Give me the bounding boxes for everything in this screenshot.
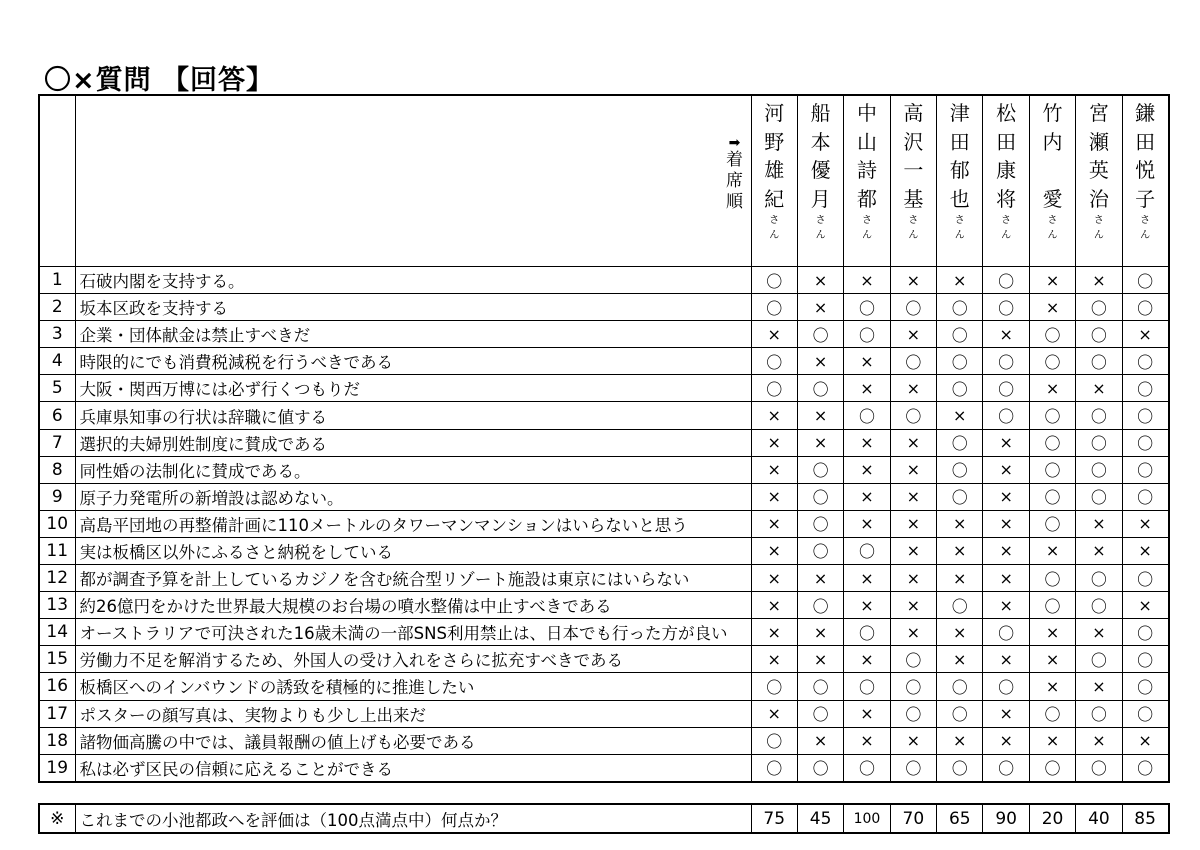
question-number: 7	[39, 429, 75, 456]
seating-order-text	[723, 150, 747, 213]
answer-mark: 〇	[797, 700, 843, 727]
answer-mark: ×	[844, 565, 890, 592]
answer-mark: ×	[890, 619, 936, 646]
answer-mark: ×	[751, 619, 797, 646]
answer-mark: ×	[937, 402, 983, 429]
answer-mark: 〇	[983, 294, 1029, 321]
question-number: 16	[39, 673, 75, 700]
answer-mark: 〇	[797, 375, 843, 402]
answer-mark: ×	[890, 429, 936, 456]
answer-mark: ×	[1076, 619, 1122, 646]
answer-mark: 〇	[890, 294, 936, 321]
question-row	[39, 456, 1169, 483]
answer-mark: 〇	[983, 375, 1029, 402]
answer-mark: 〇	[1122, 673, 1168, 700]
answer-mark: ×	[937, 510, 983, 537]
question-text: 時限的にでも消費税減税を行うべきである	[75, 348, 751, 375]
score-value: 90	[983, 804, 1029, 833]
score-value: 65	[937, 804, 983, 833]
question-row	[39, 727, 1169, 754]
answer-mark: ×	[890, 456, 936, 483]
question-row	[39, 483, 1169, 510]
candidate-name: 松 田 康 将	[996, 101, 1017, 211]
question-number: 4	[39, 348, 75, 375]
score-value: 45	[797, 804, 843, 833]
answer-mark: 〇	[983, 348, 1029, 375]
page-title: 〇×質問 【回答】	[44, 65, 275, 96]
question-text: 板橋区へのインバウンドの誘致を積極的に推進したい	[75, 673, 751, 700]
answer-mark: 〇	[797, 592, 843, 619]
candidate-suffix: さ ん	[1093, 215, 1104, 241]
answer-mark: 〇	[937, 592, 983, 619]
answer-mark: ×	[890, 375, 936, 402]
answer-mark: ×	[797, 565, 843, 592]
answer-mark: ×	[937, 565, 983, 592]
answer-mark: 〇	[844, 402, 890, 429]
answer-mark: 〇	[797, 321, 843, 348]
answer-mark: 〇	[890, 646, 936, 673]
answer-mark: 〇	[983, 267, 1029, 294]
answer-mark: ×	[844, 483, 890, 510]
answer-mark: 〇	[983, 673, 1029, 700]
answer-mark: ×	[797, 348, 843, 375]
question-text: 坂本区政を支持する	[75, 294, 751, 321]
answer-mark: ×	[844, 456, 890, 483]
question-row	[39, 673, 1169, 700]
answer-mark: ×	[1029, 619, 1075, 646]
header-row	[39, 95, 1169, 267]
candidate-header	[983, 95, 1029, 267]
answer-mark: ×	[1122, 510, 1168, 537]
answer-mark: 〇	[983, 619, 1029, 646]
answer-mark: ×	[937, 537, 983, 564]
answer-mark: ×	[844, 429, 890, 456]
answer-mark: ×	[797, 402, 843, 429]
answer-mark: 〇	[1076, 402, 1122, 429]
question-number: 1	[39, 267, 75, 294]
question-row	[39, 510, 1169, 537]
candidate-header	[844, 95, 890, 267]
question-number: 9	[39, 483, 75, 510]
question-text: 諸物価高騰の中では、議員報酬の値上げも必要である	[75, 727, 751, 754]
question-text: 大阪・関西万博には必ず行くつもりだ	[75, 375, 751, 402]
answer-mark: ×	[890, 321, 936, 348]
answer-mark: ×	[890, 510, 936, 537]
answer-mark: 〇	[751, 267, 797, 294]
answer-mark: 〇	[751, 727, 797, 754]
question-row	[39, 646, 1169, 673]
candidate-header	[937, 95, 983, 267]
candidate-header	[1076, 95, 1122, 267]
answer-mark: 〇	[797, 483, 843, 510]
candidate-name: 宮 瀬 英 治	[1088, 101, 1109, 211]
answer-mark: 〇	[937, 294, 983, 321]
answer-mark: 〇	[937, 673, 983, 700]
answer-mark: 〇	[1029, 456, 1075, 483]
answer-mark: 〇	[937, 700, 983, 727]
question-number: 5	[39, 375, 75, 402]
score-value: 75	[751, 804, 797, 833]
answer-mark: 〇	[1122, 565, 1168, 592]
header-question-cell	[75, 95, 751, 267]
answer-mark: ×	[844, 727, 890, 754]
answer-mark: 〇	[844, 619, 890, 646]
answer-mark: 〇	[1122, 619, 1168, 646]
answer-mark: 〇	[1076, 348, 1122, 375]
answer-mark: 〇	[844, 754, 890, 782]
answer-mark: 〇	[1029, 700, 1075, 727]
seating-order-char: 着	[726, 150, 743, 170]
answer-mark: 〇	[1029, 402, 1075, 429]
answer-mark: 〇	[1029, 510, 1075, 537]
answer-mark: ×	[844, 646, 890, 673]
answer-mark: 〇	[1076, 592, 1122, 619]
answer-mark: ×	[844, 592, 890, 619]
question-text: 企業・団体献金は禁止すべきだ	[75, 321, 751, 348]
answer-mark: 〇	[797, 456, 843, 483]
question-number: 3	[39, 321, 75, 348]
answer-mark: ×	[890, 565, 936, 592]
answer-mark: 〇	[1076, 483, 1122, 510]
answer-mark: 〇	[983, 402, 1029, 429]
candidate-header	[797, 95, 843, 267]
answer-mark: ×	[751, 402, 797, 429]
answer-mark: 〇	[751, 348, 797, 375]
candidate-suffix: さ ん	[861, 215, 872, 241]
candidate-suffix: さ ん	[1047, 215, 1058, 241]
answer-mark: ×	[797, 267, 843, 294]
candidate-suffix: さ ん	[954, 215, 965, 241]
answer-mark: 〇	[797, 537, 843, 564]
answer-mark: 〇	[890, 348, 936, 375]
answer-mark: 〇	[1122, 456, 1168, 483]
answer-mark: ×	[797, 429, 843, 456]
score-value: 85	[1122, 804, 1168, 833]
answer-mark: 〇	[751, 294, 797, 321]
answer-mark: ×	[1122, 537, 1168, 564]
answer-mark: ×	[983, 646, 1029, 673]
answer-mark: ×	[844, 375, 890, 402]
candidate-header	[1122, 95, 1168, 267]
score-value: 40	[1076, 804, 1122, 833]
question-text: 同性婚の法制化に賛成である。	[75, 456, 751, 483]
answer-mark: 〇	[1122, 375, 1168, 402]
question-number: 12	[39, 565, 75, 592]
answer-mark: 〇	[937, 429, 983, 456]
answer-mark: ×	[937, 267, 983, 294]
answer-mark: 〇	[844, 294, 890, 321]
answer-mark: 〇	[1029, 429, 1075, 456]
answer-mark: 〇	[844, 321, 890, 348]
candidate-name: 津 田 郁 也	[949, 101, 970, 211]
question-text: 高島平団地の再整備計画に110メートルのタワーマンマンションはいらないと思う	[75, 510, 751, 537]
answer-mark: 〇	[1076, 754, 1122, 782]
answer-mark: 〇	[1122, 700, 1168, 727]
answer-mark: ×	[890, 592, 936, 619]
answer-mark: 〇	[890, 700, 936, 727]
candidate-suffix: さ ん	[1001, 215, 1012, 241]
answer-mark: 〇	[937, 375, 983, 402]
question-row	[39, 294, 1169, 321]
candidate-header	[751, 95, 797, 267]
answer-mark: ×	[844, 267, 890, 294]
question-number: 10	[39, 510, 75, 537]
answer-mark: 〇	[1076, 429, 1122, 456]
question-row	[39, 700, 1169, 727]
header-number-cell	[39, 95, 75, 267]
answer-mark: 〇	[844, 673, 890, 700]
answer-mark: 〇	[1122, 754, 1168, 782]
answer-mark: ×	[983, 429, 1029, 456]
answer-mark: 〇	[937, 456, 983, 483]
answer-mark: 〇	[1076, 456, 1122, 483]
seating-order-label	[723, 136, 747, 213]
answer-mark: 〇	[937, 348, 983, 375]
question-number: 18	[39, 727, 75, 754]
answer-mark: ×	[751, 510, 797, 537]
answer-mark: ×	[1076, 537, 1122, 564]
question-text: ポスターの顔写真は、実物よりも少し上出来だ	[75, 700, 751, 727]
answer-mark: ×	[844, 510, 890, 537]
question-text: 私は必ず区民の信頼に応えることができる	[75, 754, 751, 782]
answer-mark: 〇	[983, 754, 1029, 782]
answer-mark: 〇	[937, 754, 983, 782]
answer-mark: ×	[797, 294, 843, 321]
score-table	[38, 803, 1170, 834]
answer-mark: 〇	[937, 483, 983, 510]
candidate-name: 河 野 雄 紀	[764, 101, 785, 211]
answer-mark: ×	[751, 592, 797, 619]
answer-mark: 〇	[1076, 294, 1122, 321]
candidate-name: 鎌 田 悦 子	[1135, 101, 1156, 211]
answer-mark: 〇	[797, 510, 843, 537]
answer-mark: 〇	[1122, 646, 1168, 673]
answer-mark: ×	[797, 619, 843, 646]
answer-mark: ×	[1076, 375, 1122, 402]
score-row	[39, 804, 1169, 833]
answer-mark: ×	[751, 700, 797, 727]
score-question-text: これまでの小池都政へを評価は（100点満点中）何点か？	[75, 804, 751, 833]
answer-mark: 〇	[1029, 592, 1075, 619]
answer-mark: ×	[751, 456, 797, 483]
arrow-right-icon: ➡	[728, 135, 741, 151]
answer-mark: ×	[844, 700, 890, 727]
score-mark: ※	[39, 804, 75, 833]
answer-mark: 〇	[1122, 267, 1168, 294]
answer-mark: ×	[844, 348, 890, 375]
question-row	[39, 348, 1169, 375]
answer-mark: 〇	[1122, 294, 1168, 321]
answer-mark: ×	[1076, 510, 1122, 537]
candidate-name: 中 山 詩 都	[856, 101, 877, 211]
answer-mark: 〇	[1122, 348, 1168, 375]
answer-mark: ×	[1122, 321, 1168, 348]
answer-mark: ×	[983, 483, 1029, 510]
answer-mark: ×	[797, 727, 843, 754]
answer-mark: ×	[1029, 294, 1075, 321]
candidate-suffix: さ ん	[769, 215, 780, 241]
question-number: 11	[39, 537, 75, 564]
question-row	[39, 754, 1169, 782]
score-value: 20	[1029, 804, 1075, 833]
answer-mark: 〇	[1076, 646, 1122, 673]
candidate-suffix: さ ん	[815, 215, 826, 241]
answer-mark: ×	[751, 429, 797, 456]
answers-table-body	[39, 95, 1169, 782]
answer-mark: 〇	[890, 754, 936, 782]
question-text: 実は板橋区以外にふるさと納税をしている	[75, 537, 751, 564]
answer-mark: ×	[1122, 592, 1168, 619]
answer-mark: ×	[1029, 537, 1075, 564]
question-number: 17	[39, 700, 75, 727]
answer-mark: ×	[983, 537, 1029, 564]
question-text: 兵庫県知事の行状は辞職に値する	[75, 402, 751, 429]
answer-mark: ×	[983, 727, 1029, 754]
question-number: 15	[39, 646, 75, 673]
question-row	[39, 321, 1169, 348]
question-row	[39, 429, 1169, 456]
candidate-header	[1029, 95, 1075, 267]
answer-mark: 〇	[1029, 321, 1075, 348]
candidate-suffix: さ ん	[1140, 215, 1151, 241]
question-row	[39, 592, 1169, 619]
question-row	[39, 619, 1169, 646]
question-number: 2	[39, 294, 75, 321]
question-number: 19	[39, 754, 75, 782]
seating-order-char: 順	[726, 192, 743, 212]
answer-mark: 〇	[1122, 429, 1168, 456]
answer-mark: 〇	[844, 537, 890, 564]
answer-mark: ×	[751, 483, 797, 510]
candidate-suffix: さ ん	[908, 215, 919, 241]
answer-mark: 〇	[1076, 565, 1122, 592]
question-number: 6	[39, 402, 75, 429]
answer-mark: 〇	[937, 321, 983, 348]
answer-mark: ×	[1029, 673, 1075, 700]
question-row	[39, 402, 1169, 429]
answer-mark: ×	[797, 646, 843, 673]
answer-mark: ×	[1076, 673, 1122, 700]
answer-mark: ×	[751, 565, 797, 592]
answer-mark: ×	[937, 619, 983, 646]
answer-mark: 〇	[1029, 483, 1075, 510]
score-value: 70	[890, 804, 936, 833]
question-number: 14	[39, 619, 75, 646]
answer-mark: ×	[890, 727, 936, 754]
answer-mark: 〇	[797, 673, 843, 700]
question-number: 13	[39, 592, 75, 619]
question-text: 都が調査予算を計上しているカジノを含む統合型リゾート施設は東京にはいらない	[75, 565, 751, 592]
question-row	[39, 267, 1169, 294]
candidate-name: 船 本 優 月	[810, 101, 831, 211]
answer-mark: 〇	[751, 754, 797, 782]
question-row	[39, 537, 1169, 564]
answer-mark: ×	[751, 321, 797, 348]
question-text: 選択的夫婦別姓制度に賛成である	[75, 429, 751, 456]
answer-mark: ×	[1076, 267, 1122, 294]
answer-mark: 〇	[1076, 321, 1122, 348]
question-row	[39, 375, 1169, 402]
candidate-name: 高 沢 一 基	[903, 101, 924, 211]
answer-mark: 〇	[751, 375, 797, 402]
answer-mark: 〇	[890, 673, 936, 700]
answer-mark: ×	[1029, 375, 1075, 402]
answer-mark: ×	[983, 565, 1029, 592]
question-number: 8	[39, 456, 75, 483]
answer-mark: 〇	[751, 673, 797, 700]
answer-mark: ×	[1029, 727, 1075, 754]
answers-table	[38, 94, 1170, 783]
question-text: 約26億円をかけた世界最大規模のお台場の噴水整備は中止すべきである	[75, 592, 751, 619]
question-text: 石破内閣を支持する。	[75, 267, 751, 294]
answer-mark: 〇	[1122, 402, 1168, 429]
answer-mark: ×	[983, 510, 1029, 537]
answer-mark: ×	[890, 537, 936, 564]
answer-mark: 〇	[890, 402, 936, 429]
answer-mark: 〇	[1029, 348, 1075, 375]
answer-mark: ×	[890, 483, 936, 510]
question-text: 労働力不足を解消するため、外国人の受け入れをさらに拡充すべきである	[75, 646, 751, 673]
question-row	[39, 565, 1169, 592]
answer-mark: ×	[937, 646, 983, 673]
candidate-header	[890, 95, 936, 267]
answer-mark: 〇	[1029, 754, 1075, 782]
answer-mark: 〇	[797, 754, 843, 782]
seating-order-char: 席	[726, 171, 743, 191]
score-value: 100	[844, 804, 890, 833]
answer-mark: 〇	[1076, 700, 1122, 727]
question-text: オーストラリアで可決された16歳未満の一部SNS利用禁止は、日本でも行った方が良い	[75, 619, 751, 646]
answer-mark: ×	[751, 537, 797, 564]
answer-mark: ×	[983, 592, 1029, 619]
answer-mark: ×	[1029, 646, 1075, 673]
answer-mark: 〇	[1122, 483, 1168, 510]
question-text: 原子力発電所の新増設は認めない。	[75, 483, 751, 510]
candidate-name: 竹 内 愛	[1042, 101, 1063, 211]
answer-mark: ×	[983, 456, 1029, 483]
answer-mark: ×	[937, 727, 983, 754]
answer-mark: ×	[983, 700, 1029, 727]
answer-mark: ×	[1076, 727, 1122, 754]
answer-mark: ×	[1029, 267, 1075, 294]
answer-mark: ×	[890, 267, 936, 294]
answer-mark: 〇	[1029, 565, 1075, 592]
answer-mark: ×	[1122, 727, 1168, 754]
answer-mark: ×	[751, 646, 797, 673]
answer-mark: ×	[983, 321, 1029, 348]
